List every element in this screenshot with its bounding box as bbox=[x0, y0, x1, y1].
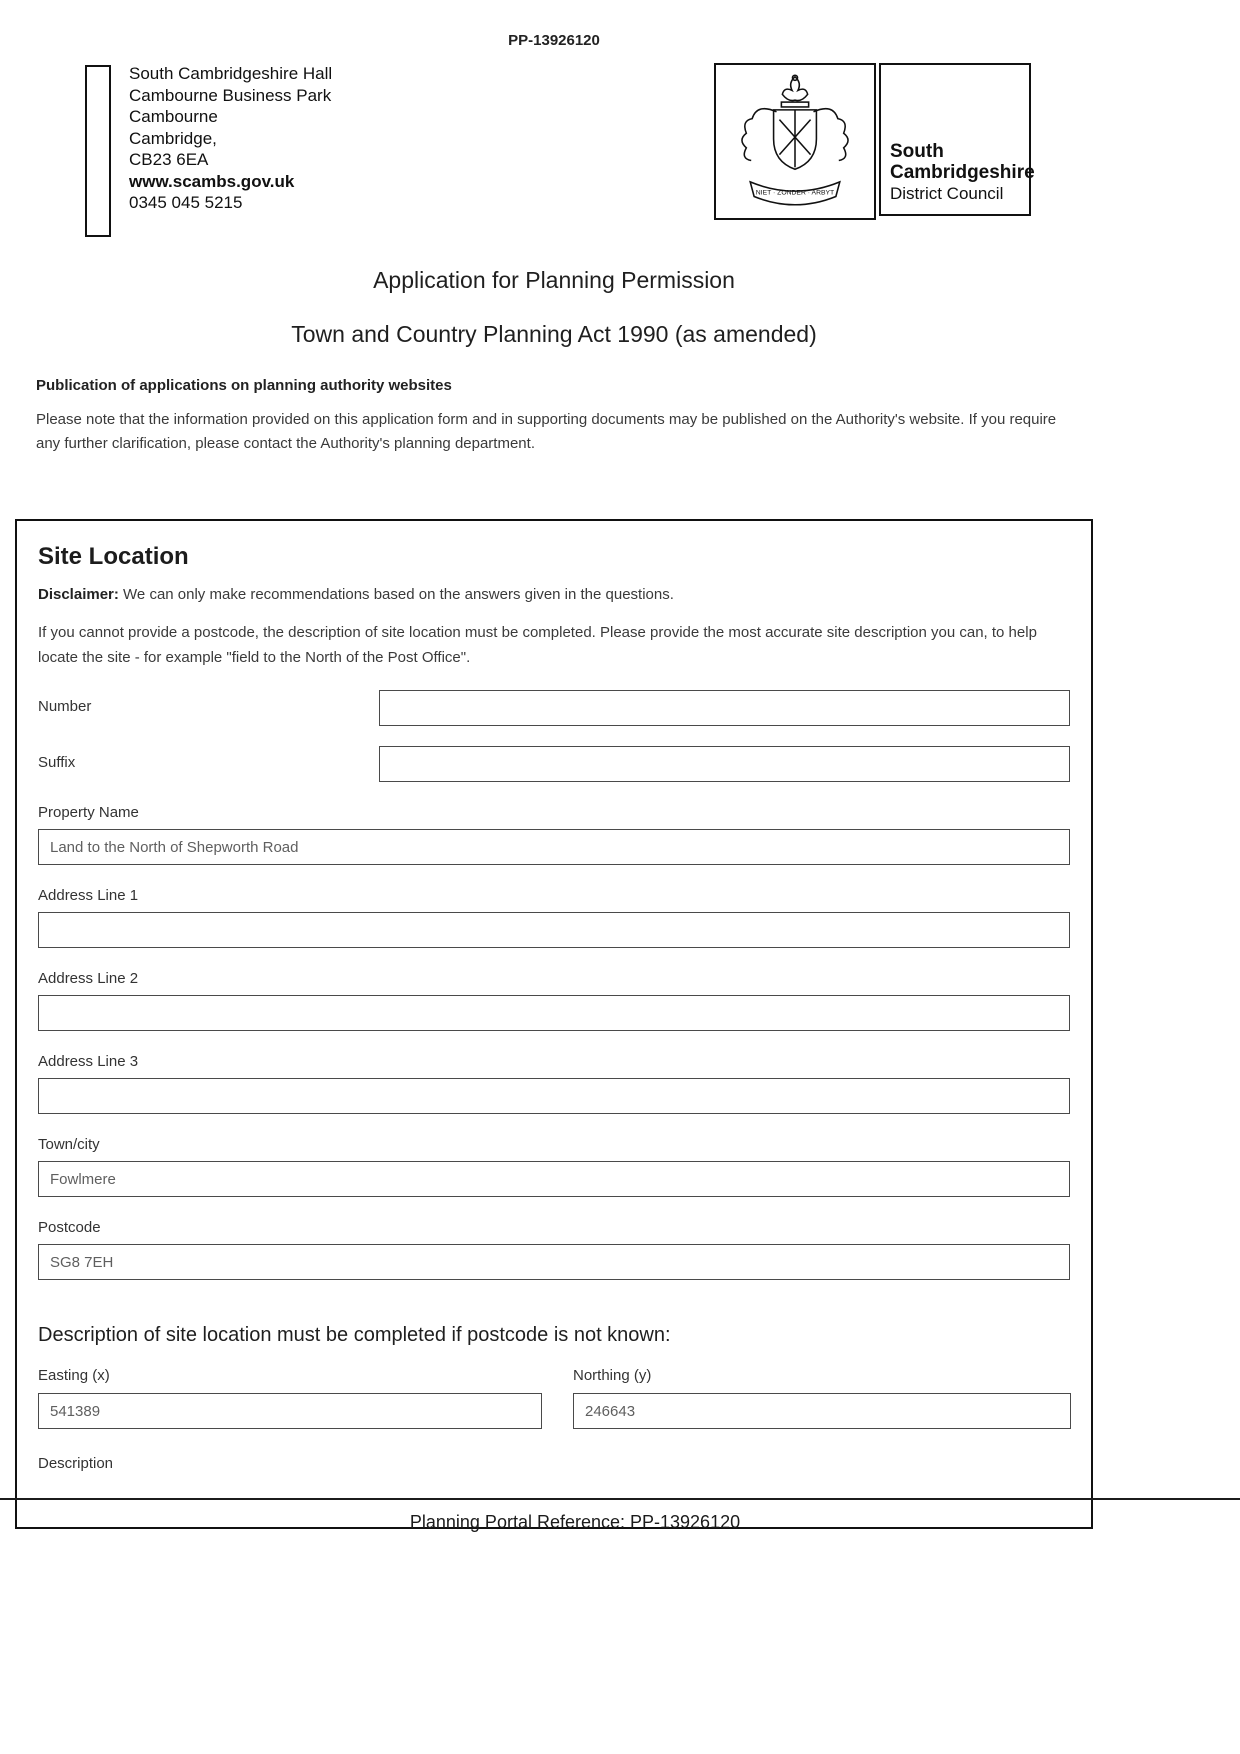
address-line-3-group bbox=[38, 1053, 1070, 1114]
coordinates-row bbox=[38, 1367, 1070, 1429]
address-line: Cambridge, bbox=[129, 128, 217, 148]
page-title: Application for Planning Permission bbox=[373, 267, 735, 293]
property-name-label: Property Name bbox=[38, 804, 139, 821]
postcode-group bbox=[38, 1219, 1070, 1280]
council-address bbox=[129, 63, 332, 237]
decorative-vertical-box bbox=[85, 65, 111, 237]
address-line-2-label: Address Line 2 bbox=[38, 970, 139, 987]
address-line: Cambourne bbox=[129, 107, 218, 126]
council-name-line: South bbox=[890, 141, 944, 162]
page-subtitle: Town and Country Planning Act 1990 (as amended) bbox=[291, 321, 817, 347]
postcode-label: Postcode bbox=[38, 1219, 101, 1236]
council-name-line: Cambridgeshire bbox=[890, 162, 1035, 183]
easting-group bbox=[38, 1367, 542, 1429]
postcode-input[interactable] bbox=[38, 1244, 1070, 1280]
council-website: www.scambs.gov.uk bbox=[129, 171, 295, 191]
town-city-group bbox=[38, 1136, 1070, 1197]
publication-body: Please note that the information provided on this application form and in supporting documents may be published on the Authority's website. If you require any further clarification, please contact the Authority's planning department. bbox=[36, 411, 1057, 452]
property-name-input[interactable] bbox=[38, 829, 1070, 865]
publication-heading: Publication of applications on planning authority websites bbox=[36, 377, 452, 394]
address-line-1-label: Address Line 1 bbox=[38, 887, 139, 904]
address-line-1-input[interactable] bbox=[38, 912, 1070, 948]
easting-label: Easting (x) bbox=[38, 1367, 110, 1384]
town-city-label: Town/city bbox=[38, 1136, 100, 1153]
address-line: Cambourne Business Park bbox=[129, 85, 332, 105]
disclaimer-label: Disclaimer: bbox=[38, 586, 119, 603]
footer-divider bbox=[0, 1498, 1240, 1500]
disclaimer bbox=[38, 586, 1070, 603]
northing-group bbox=[573, 1367, 1071, 1429]
letterhead bbox=[15, 63, 1093, 237]
description-heading: Description of site location must be completed if postcode is not known: bbox=[38, 1324, 671, 1346]
address-line: CB23 6EA bbox=[129, 150, 209, 169]
suffix-label: Suffix bbox=[38, 754, 76, 771]
description-label: Description bbox=[38, 1455, 114, 1472]
council-logo bbox=[714, 63, 1035, 237]
address-block bbox=[85, 63, 332, 237]
council-name-box bbox=[879, 63, 1035, 216]
council-crest-logo bbox=[714, 63, 876, 220]
document-page bbox=[15, 0, 1093, 1532]
number-row bbox=[38, 690, 1070, 726]
disclaimer-text: We can only make recommendations based on the answers given in the questions. bbox=[118, 586, 674, 603]
address-line: South Cambridgeshire Hall bbox=[129, 64, 333, 83]
site-location-intro: If you cannot provide a postcode, the description of site location must be completed. Please provide the most accurate site description you can, to help locate the site - for example "field to the North of the Post Office". bbox=[38, 624, 1037, 666]
town-city-input[interactable] bbox=[38, 1161, 1070, 1197]
northing-label: Northing (y) bbox=[573, 1367, 652, 1384]
footer-reference: Planning Portal Reference: PP-13926120 bbox=[409, 1512, 741, 1532]
suffix-input[interactable] bbox=[379, 746, 1070, 782]
address-line-3-label: Address Line 3 bbox=[38, 1053, 139, 1070]
number-label: Number bbox=[38, 698, 92, 715]
council-phone: 0345 045 5215 bbox=[129, 193, 243, 212]
crest-motto: NIET · ZONDER · ARBYT bbox=[755, 189, 835, 197]
property-name-group bbox=[38, 804, 1070, 865]
top-reference: PP-13926120 bbox=[508, 32, 600, 49]
easting-input[interactable] bbox=[38, 1393, 542, 1429]
site-location-section bbox=[15, 519, 1093, 1529]
crest-graphic bbox=[722, 69, 868, 215]
address-line-1-group bbox=[38, 887, 1070, 948]
address-line-2-group bbox=[38, 970, 1070, 1031]
address-line-2-input[interactable] bbox=[38, 995, 1070, 1031]
section-title: Site Location bbox=[38, 543, 189, 570]
suffix-row bbox=[38, 746, 1070, 782]
northing-input[interactable] bbox=[573, 1393, 1071, 1429]
number-input[interactable] bbox=[379, 690, 1070, 726]
council-name-line: District Council bbox=[890, 184, 1004, 203]
address-line-3-input[interactable] bbox=[38, 1078, 1070, 1114]
